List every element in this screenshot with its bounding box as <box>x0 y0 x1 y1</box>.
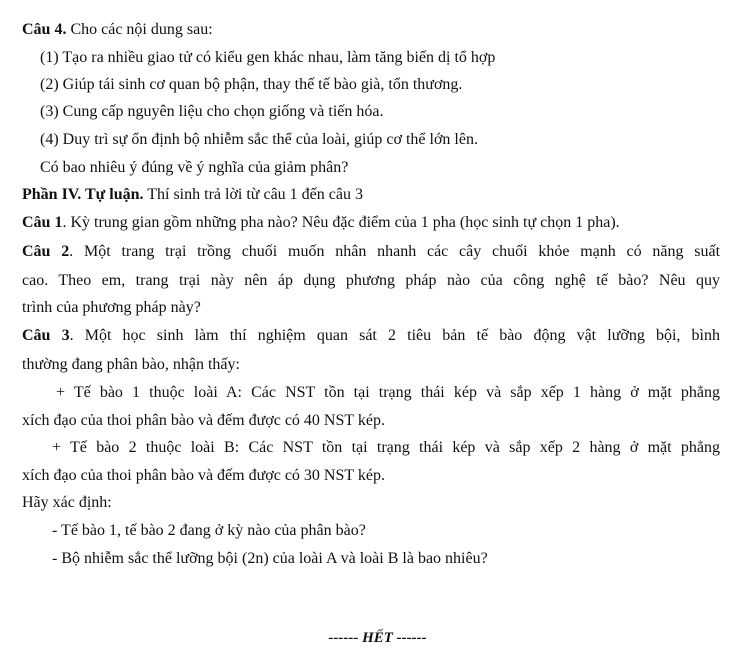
c3-ask-2: - Bộ nhiễm sắc thể lưỡng bội (2n) của loài A và loài B là bao nhiêu? <box>52 550 488 567</box>
c3-label: Câu 3 <box>22 327 70 344</box>
end-marker: ------ HẾT ------ <box>328 630 427 646</box>
c1-label: Câu 1 <box>22 214 63 231</box>
part4-heading <box>22 185 363 205</box>
q4-heading <box>22 20 213 40</box>
q4-intro: Cho các nội dung sau: <box>66 21 213 38</box>
q4-label: Câu 4. <box>22 21 67 38</box>
q4-item-4: (4) Duy trì sự ổn định bộ nhiễm sắc thể của loài, giúp cơ thể lớn lên. <box>40 131 478 148</box>
q4-item-3: (3) Cung cấp nguyên liệu cho chọn giống và tiến hóa. <box>40 103 384 120</box>
part4-text: Thí sinh trả lời từ câu 1 đến câu 3 <box>143 186 363 203</box>
q4-item-1: (1) Tạo ra nhiều giao tử có kiểu gen khác nhau, làm tăng biến dị tổ hợp <box>40 49 496 66</box>
c3-cell-a-line-2: xích đạo của thoi phân bào và đếm được có 40 NST kép. <box>22 412 385 429</box>
c1-paragraph <box>22 213 620 233</box>
c2-line-1: Câu 2. Một trang trại trồng chuối muốn nhân nhanh các cây chuối khỏe mạnh có năng suất <box>22 243 721 260</box>
q4-item-2: (2) Giúp tái sinh cơ quan bộ phận, thay thế tế bào già, tổn thương. <box>40 76 463 93</box>
c2-line-2: cao. Theo em, trang trại này nên áp dụng phương pháp nào của công nghệ tế bào? Nêu quy <box>22 272 720 289</box>
c3-line-2: thường đang phân bào, nhận thấy: <box>22 356 240 373</box>
part4-label: Phần IV. Tự luận. <box>22 186 144 203</box>
c3-line-1: Câu 3. Một học sinh làm thí nghiệm quan sát 2 tiêu bản tế bào động vật lưỡng bội, bình <box>22 327 721 344</box>
c3-cell-a-line-1: + Tế bào 1 thuộc loài A: Các NST tồn tại trạng thái kép và sắp xếp 1 hàng ở mặt phẳng <box>56 384 720 401</box>
c3-ask-1: - Tế bào 1, tế bào 2 đang ở kỳ nào của phân bào? <box>52 522 366 539</box>
c3-cell-b-line-2: xích đạo của thoi phân bào và đếm được có 30 NST kép. <box>22 467 385 484</box>
c2-line-3: trình của phương pháp này? <box>22 299 201 316</box>
c3-cell-b-line-1: + Tế bào 2 thuộc loài B: Các NST tồn tại trạng thái kép và sắp xếp 2 hàng ở mặt phẳng <box>52 439 720 456</box>
c1-text: . Kỳ trung gian gồm những pha nào? Nêu đặc điểm của 1 pha (học sinh tự chọn 1 pha). <box>62 214 620 231</box>
q4-question: Có bao nhiêu ý đúng về ý nghĩa của giảm phân? <box>40 159 349 176</box>
c3-determine: Hãy xác định: <box>22 494 112 511</box>
c2-label: Câu 2 <box>22 243 70 260</box>
